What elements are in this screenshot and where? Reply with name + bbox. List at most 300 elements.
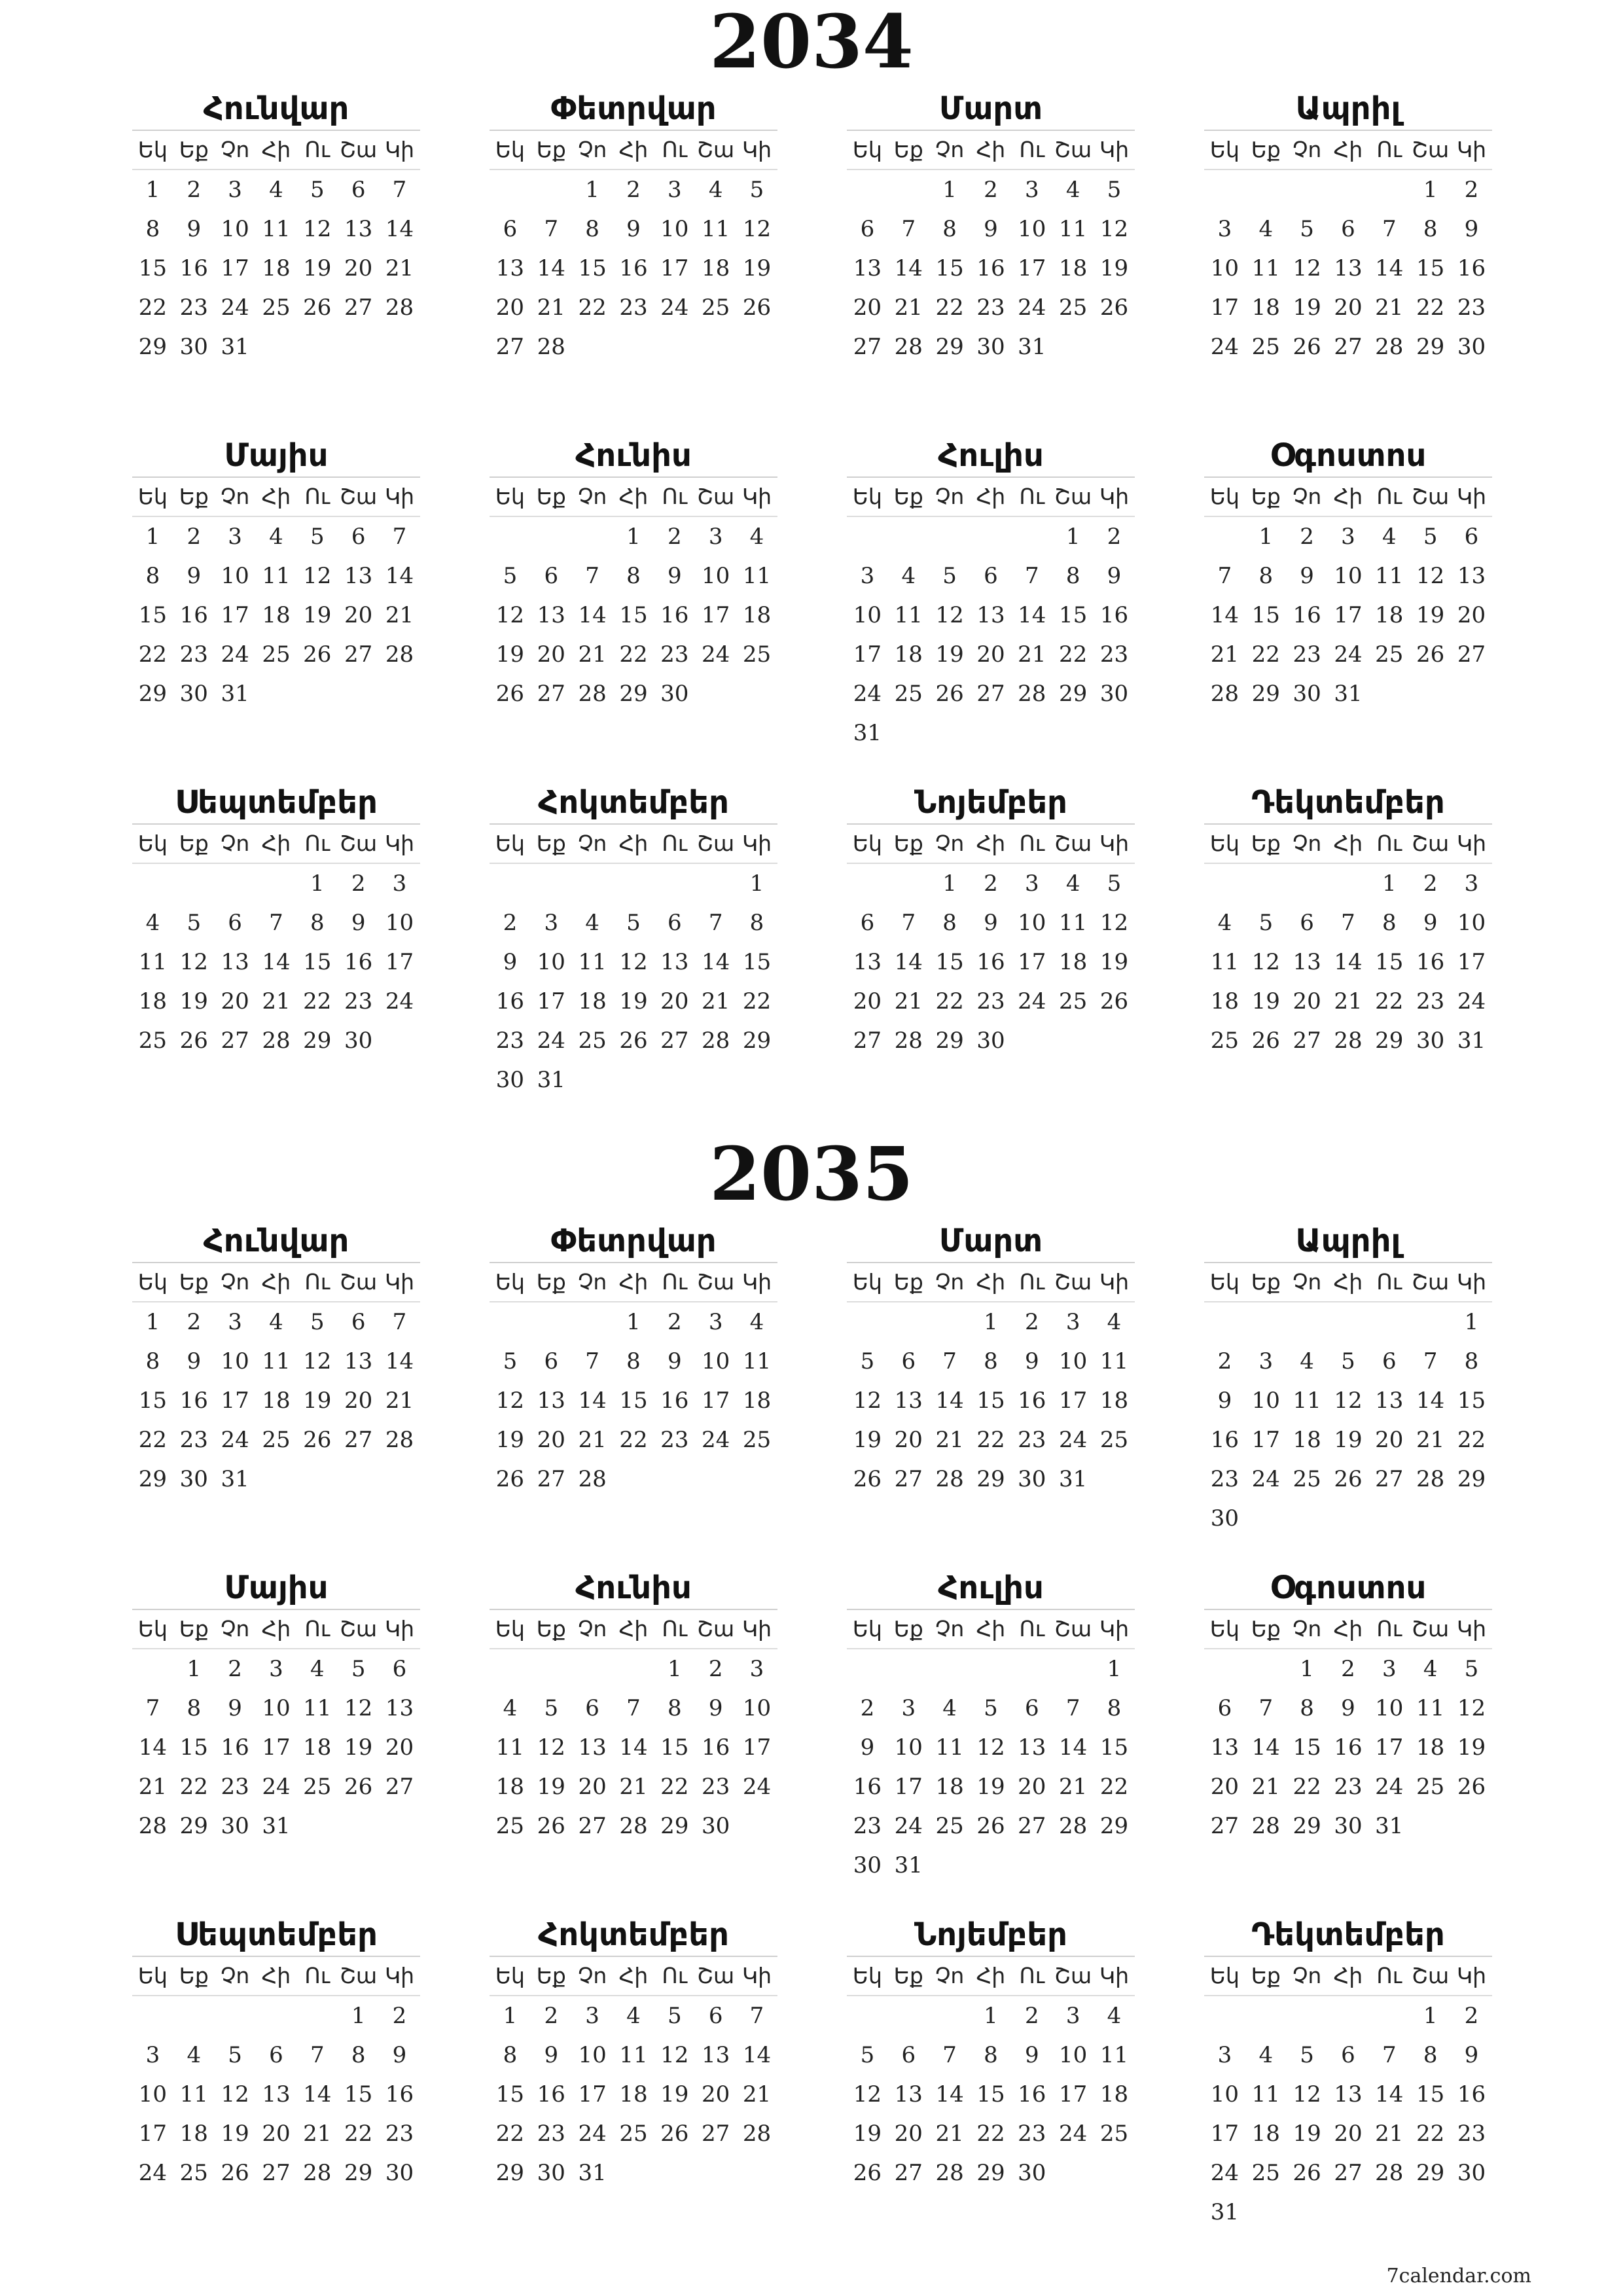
day-cell: 21 — [935, 2121, 964, 2147]
weekday-header — [847, 1610, 1135, 1649]
weekday-label: Ու — [662, 1963, 688, 1988]
weekday-label: Չո — [935, 1269, 965, 1295]
month-11 — [847, 781, 1135, 1060]
day-cell: 14 — [1018, 602, 1046, 628]
day-grid — [847, 170, 1135, 367]
day-cell: 12 — [853, 2081, 882, 2108]
weekday-header — [132, 1263, 420, 1302]
day-cell: 20 — [660, 988, 689, 1014]
day-cell: 27 — [495, 334, 525, 360]
day-cell: 1 — [942, 870, 957, 897]
day-cell: 15 — [1059, 602, 1088, 628]
weekday-header — [1204, 825, 1492, 864]
day-cell: 28 — [1334, 1028, 1363, 1054]
day-cell: 19 — [619, 988, 648, 1014]
weekday-label: Հի — [1333, 137, 1363, 162]
day-cell: 14 — [262, 949, 291, 975]
weekday-label: Չո — [577, 831, 607, 856]
day-cell: 16 — [1293, 602, 1321, 628]
day-cell: 21 — [385, 255, 414, 281]
day-cell: 7 — [1382, 2042, 1397, 2068]
day-cell: 16 — [1457, 2081, 1486, 2108]
day-cell: 14 — [385, 1348, 414, 1374]
day-cell: 20 — [385, 1734, 414, 1761]
day-cell: 19 — [742, 255, 772, 281]
day-cell: 7 — [269, 910, 283, 936]
day-cell: 30 — [1293, 681, 1321, 707]
day-blank — [888, 170, 929, 209]
day-cell: 11 — [742, 1348, 772, 1374]
day-cell: 23 — [976, 295, 1005, 321]
day-cell: 12 — [1251, 949, 1280, 975]
day-cell: 11 — [742, 563, 772, 589]
day-blank — [296, 1996, 338, 2036]
day-cell: 15 — [578, 255, 607, 281]
day-blank — [929, 517, 971, 556]
day-cell: 3 — [1341, 524, 1355, 550]
day-cell: 2 — [1464, 2003, 1479, 2029]
day-cell: 23 — [660, 641, 689, 668]
day-cell: 30 — [179, 681, 208, 707]
weekday-label: Չո — [935, 484, 965, 509]
day-blank — [1011, 517, 1052, 556]
month-name: Օգոստոս — [1204, 1567, 1492, 1610]
day-cell: 15 — [1293, 1734, 1321, 1761]
weekday-header — [490, 825, 777, 864]
day-cell: 18 — [578, 988, 607, 1014]
day-blank — [888, 1996, 929, 2036]
day-cell: 30 — [853, 1852, 882, 1878]
day-cell: 1 — [1065, 524, 1080, 550]
day-cell: 24 — [221, 295, 249, 321]
day-cell: 13 — [344, 216, 373, 242]
day-cell: 29 — [303, 1028, 332, 1054]
day-blank — [173, 1996, 215, 2036]
day-cell: 13 — [1457, 563, 1486, 589]
weekday-header — [1204, 131, 1492, 170]
day-cell: 30 — [179, 334, 208, 360]
day-cell: 26 — [742, 295, 772, 321]
day-cell: 6 — [901, 2042, 916, 2068]
day-cell: 5 — [1258, 910, 1274, 936]
day-cell: 20 — [221, 988, 249, 1014]
day-blank — [1204, 864, 1245, 903]
day-cell: 9 — [1300, 563, 1314, 589]
weekday-label: Եք — [179, 831, 209, 856]
weekday-label: Շա — [697, 1269, 735, 1295]
day-cell: 14 — [894, 949, 923, 975]
day-cell: 3 — [544, 910, 559, 936]
day-cell: 6 — [901, 1348, 916, 1374]
day-cell: 20 — [537, 1427, 565, 1453]
weekday-label: Եք — [536, 1963, 566, 1988]
weekday-label: Չո — [577, 484, 607, 509]
day-cell: 4 — [1217, 910, 1232, 936]
weekday-label: Եկ — [852, 1616, 882, 1641]
day-cell: 10 — [1210, 255, 1240, 281]
day-cell: 29 — [742, 1028, 772, 1054]
weekday-label: Եկ — [1209, 484, 1240, 509]
day-cell: 26 — [1251, 1028, 1280, 1054]
day-cell: 1 — [351, 2003, 366, 2029]
day-cell: 16 — [702, 1734, 730, 1761]
day-cell: 31 — [262, 1813, 291, 1839]
day-cell: 21 — [1416, 1427, 1445, 1453]
day-cell: 1 — [626, 524, 641, 550]
day-cell: 3 — [749, 1656, 764, 1682]
day-cell: 7 — [145, 1695, 160, 1721]
day-cell: 6 — [585, 1695, 599, 1721]
day-cell: 11 — [138, 949, 168, 975]
day-cell: 15 — [1416, 2081, 1445, 2108]
day-grid — [1204, 1996, 1492, 2232]
day-cell: 8 — [145, 563, 160, 589]
weekday-label: Կի — [1099, 484, 1130, 509]
day-cell: 2 — [544, 2003, 559, 2029]
day-cell: 1 — [626, 1309, 641, 1335]
day-cell: 31 — [853, 720, 882, 746]
day-cell: 2 — [667, 1309, 682, 1335]
day-cell: 23 — [495, 1028, 525, 1054]
day-cell: 16 — [660, 1388, 689, 1414]
day-cell: 13 — [578, 1734, 607, 1761]
day-cell: 22 — [1099, 1774, 1129, 1800]
day-cell: 16 — [853, 1774, 882, 1800]
day-cell: 6 — [1382, 1348, 1397, 1374]
day-blank — [490, 170, 531, 209]
day-cell: 21 — [578, 1427, 607, 1453]
weekday-label: Շա — [697, 484, 735, 509]
month-9 — [132, 1914, 420, 2193]
day-cell: 10 — [1018, 910, 1046, 936]
month-name: Ապրիլ — [1204, 1220, 1492, 1263]
day-cell: 26 — [179, 1028, 208, 1054]
day-cell: 16 — [1334, 1734, 1363, 1761]
day-cell: 23 — [1293, 641, 1321, 668]
day-cell: 31 — [1210, 2199, 1240, 2225]
site-credit: 7calendar.com — [1386, 2265, 1531, 2287]
day-cell: 24 — [1457, 988, 1486, 1014]
day-cell: 10 — [1210, 2081, 1240, 2108]
day-cell: 11 — [262, 1348, 291, 1374]
day-cell: 22 — [303, 988, 332, 1014]
day-cell: 30 — [385, 2160, 414, 2186]
month-3 — [847, 88, 1135, 367]
day-cell: 20 — [702, 2081, 730, 2108]
day-blank — [1328, 1302, 1369, 1342]
day-cell: 3 — [667, 177, 682, 203]
day-cell: 16 — [344, 949, 373, 975]
day-cell: 21 — [894, 295, 923, 321]
day-cell: 11 — [1416, 1695, 1445, 1721]
day-cell: 8 — [626, 563, 641, 589]
weekday-label: Ու — [1376, 831, 1402, 856]
day-cell: 16 — [660, 602, 689, 628]
day-cell: 7 — [392, 524, 407, 550]
day-cell: 5 — [1341, 1348, 1355, 1374]
day-cell: 28 — [1375, 2160, 1404, 2186]
day-blank — [132, 864, 173, 903]
day-grid — [132, 1649, 420, 1846]
day-cell: 15 — [1099, 1734, 1129, 1761]
day-cell: 2 — [1464, 177, 1479, 203]
day-cell: 25 — [179, 2160, 208, 2186]
month-11 — [847, 1914, 1135, 2193]
day-grid — [490, 1996, 777, 2193]
day-cell: 13 — [537, 602, 565, 628]
weekday-label: Եք — [179, 1269, 209, 1295]
day-cell: 11 — [1059, 216, 1088, 242]
day-cell: 2 — [708, 1656, 723, 1682]
day-cell: 23 — [537, 2121, 565, 2147]
day-cell: 27 — [537, 1466, 565, 1492]
day-cell: 14 — [578, 602, 607, 628]
day-cell: 19 — [303, 255, 332, 281]
day-cell: 15 — [619, 1388, 648, 1414]
day-cell: 7 — [392, 177, 407, 203]
weekday-label: Կի — [741, 1269, 772, 1295]
day-cell: 26 — [303, 1427, 332, 1453]
weekday-label: Ու — [1376, 1269, 1402, 1295]
day-cell: 31 — [1457, 1028, 1486, 1054]
weekday-label: Չո — [1292, 484, 1322, 509]
month-12 — [1204, 1914, 1492, 2232]
day-grid — [1204, 1302, 1492, 1538]
day-cell: 1 — [1423, 177, 1438, 203]
day-blank — [256, 864, 297, 903]
weekday-label: Եկ — [852, 484, 882, 509]
day-cell: 9 — [228, 1695, 242, 1721]
day-cell: 12 — [495, 1388, 525, 1414]
day-cell: 28 — [935, 1466, 964, 1492]
day-cell: 3 — [860, 563, 875, 589]
day-cell: 8 — [310, 910, 325, 936]
day-cell: 1 — [667, 1656, 682, 1682]
day-cell: 28 — [262, 1028, 291, 1054]
day-grid — [1204, 170, 1492, 367]
day-cell: 20 — [344, 602, 373, 628]
day-cell: 8 — [984, 2042, 998, 2068]
day-cell: 25 — [1293, 1466, 1321, 1492]
weekday-header — [1204, 1957, 1492, 1996]
weekday-header — [847, 131, 1135, 170]
weekday-label: Եկ — [495, 1963, 525, 1988]
day-blank — [1287, 170, 1328, 209]
day-cell: 22 — [1293, 1774, 1321, 1800]
day-cell: 8 — [942, 216, 957, 242]
weekday-label: Չո — [1292, 1963, 1322, 1988]
day-cell: 16 — [1018, 1388, 1046, 1414]
day-cell: 29 — [138, 681, 168, 707]
day-cell: 29 — [1416, 2160, 1445, 2186]
day-cell: 13 — [1210, 1734, 1240, 1761]
day-cell: 21 — [578, 641, 607, 668]
weekday-label: Հի — [618, 1269, 649, 1295]
day-cell: 15 — [976, 1388, 1005, 1414]
day-cell: 16 — [495, 988, 525, 1014]
day-cell: 18 — [935, 1774, 964, 1800]
weekday-label: Եկ — [495, 484, 525, 509]
day-grid — [490, 517, 777, 713]
weekday-label: Կի — [384, 831, 415, 856]
weekday-label: Եկ — [137, 1963, 168, 1988]
day-blank — [132, 1649, 173, 1689]
day-cell: 10 — [1251, 1388, 1280, 1414]
weekday-label: Շա — [340, 1616, 378, 1641]
day-cell: 27 — [1375, 1466, 1404, 1492]
weekday-header — [132, 1610, 420, 1649]
weekday-label: Կի — [1456, 1269, 1487, 1295]
day-cell: 27 — [660, 1028, 689, 1054]
day-cell: 21 — [1334, 988, 1363, 1014]
day-cell: 14 — [1375, 255, 1404, 281]
day-cell: 25 — [1375, 641, 1404, 668]
day-blank — [215, 864, 256, 903]
month-8 — [1204, 435, 1492, 713]
day-blank — [1245, 170, 1287, 209]
day-cell: 18 — [1059, 255, 1088, 281]
weekday-label: Հի — [618, 1616, 649, 1641]
day-cell: 10 — [702, 563, 730, 589]
day-cell: 29 — [1059, 681, 1088, 707]
day-cell: 21 — [742, 2081, 772, 2108]
day-cell: 3 — [585, 2003, 599, 2029]
day-cell: 13 — [660, 949, 689, 975]
day-blank — [888, 1302, 929, 1342]
day-cell: 10 — [702, 1348, 730, 1374]
day-cell: 11 — [262, 216, 291, 242]
month-name: Սեպտեմբեր — [132, 781, 420, 825]
day-cell: 23 — [1457, 2121, 1486, 2147]
day-cell: 22 — [976, 1427, 1005, 1453]
day-blank — [531, 170, 572, 209]
day-cell: 2 — [228, 1656, 242, 1682]
month-name: Դեկտեմբեր — [1204, 1914, 1492, 1957]
day-cell: 12 — [1293, 2081, 1321, 2108]
day-cell: 1 — [942, 177, 957, 203]
weekday-label: Հի — [1333, 1616, 1363, 1641]
day-cell: 7 — [1065, 1695, 1080, 1721]
day-cell: 22 — [1457, 1427, 1486, 1453]
weekday-label: Կի — [1099, 1616, 1130, 1641]
day-cell: 18 — [742, 1388, 772, 1414]
day-cell: 6 — [1464, 524, 1479, 550]
weekday-label: Եք — [1251, 831, 1281, 856]
day-cell: 12 — [1099, 216, 1129, 242]
weekday-label: Շա — [1412, 1269, 1450, 1295]
weekday-label: Եկ — [137, 831, 168, 856]
day-cell: 27 — [344, 641, 373, 668]
day-cell: 3 — [1065, 1309, 1080, 1335]
day-cell: 25 — [1251, 334, 1280, 360]
day-cell: 10 — [742, 1695, 772, 1721]
day-cell: 5 — [503, 563, 518, 589]
day-cell: 13 — [262, 2081, 291, 2108]
day-cell: 9 — [1217, 1388, 1232, 1414]
day-cell: 2 — [984, 177, 998, 203]
weekday-header — [847, 478, 1135, 517]
day-cell: 22 — [344, 2121, 373, 2147]
weekday-label: Կի — [741, 1963, 772, 1988]
day-cell: 3 — [392, 870, 407, 897]
day-cell: 4 — [310, 1656, 325, 1682]
weekday-label: Հի — [261, 137, 291, 162]
day-cell: 25 — [138, 1028, 168, 1054]
day-cell: 10 — [221, 216, 249, 242]
day-cell: 8 — [1107, 1695, 1122, 1721]
day-cell: 17 — [221, 255, 249, 281]
weekday-header — [132, 1957, 420, 1996]
weekday-label: Կի — [384, 1963, 415, 1988]
day-cell: 5 — [984, 1695, 998, 1721]
month-12 — [1204, 781, 1492, 1060]
day-cell: 22 — [660, 1774, 689, 1800]
day-blank — [1245, 1996, 1287, 2036]
day-cell: 16 — [1210, 1427, 1240, 1453]
day-cell: 9 — [1464, 216, 1479, 242]
day-cell: 24 — [221, 1427, 249, 1453]
day-cell: 5 — [1423, 524, 1438, 550]
day-cell: 17 — [1457, 949, 1486, 975]
day-cell: 24 — [385, 988, 414, 1014]
day-cell: 18 — [1251, 295, 1280, 321]
day-cell: 13 — [702, 2042, 730, 2068]
day-cell: 22 — [1375, 988, 1404, 1014]
day-cell: 26 — [495, 681, 525, 707]
weekday-label: Եք — [1251, 1616, 1281, 1641]
day-cell: 30 — [1457, 334, 1486, 360]
day-cell: 17 — [853, 641, 882, 668]
weekday-label: Չո — [935, 137, 965, 162]
day-cell: 15 — [303, 949, 332, 975]
day-grid — [847, 1649, 1135, 1885]
weekday-label: Եք — [1251, 137, 1281, 162]
day-cell: 26 — [619, 1028, 648, 1054]
weekday-label: Եկ — [495, 1269, 525, 1295]
weekday-label: Կի — [1456, 137, 1487, 162]
day-cell: 4 — [749, 1309, 764, 1335]
day-cell: 4 — [942, 1695, 957, 1721]
day-blank — [572, 864, 613, 903]
day-cell: 12 — [344, 1695, 373, 1721]
day-cell: 19 — [179, 988, 208, 1014]
weekday-label: Հի — [976, 831, 1006, 856]
day-cell: 7 — [626, 1695, 641, 1721]
day-cell: 26 — [344, 1774, 373, 1800]
day-cell: 11 — [1293, 1388, 1321, 1414]
day-cell: 30 — [1210, 1505, 1240, 1532]
day-cell: 7 — [1024, 563, 1039, 589]
day-cell: 27 — [702, 2121, 730, 2147]
weekday-label: Շա — [1054, 1269, 1092, 1295]
weekday-label: Շա — [340, 1269, 378, 1295]
weekday-label: Չո — [935, 1616, 965, 1641]
day-cell: 18 — [1375, 602, 1404, 628]
month-name: Փետրվար — [490, 1220, 777, 1263]
day-cell: 18 — [619, 2081, 648, 2108]
day-cell: 10 — [1059, 2042, 1088, 2068]
day-cell: 5 — [1107, 870, 1122, 897]
day-cell: 15 — [742, 949, 772, 975]
weekday-label: Եկ — [137, 137, 168, 162]
day-cell: 17 — [894, 1774, 923, 1800]
day-cell: 25 — [935, 1813, 964, 1839]
day-cell: 3 — [708, 524, 723, 550]
weekday-label: Եկ — [852, 1963, 882, 1988]
day-cell: 12 — [495, 602, 525, 628]
day-cell: 11 — [262, 563, 291, 589]
weekday-header — [132, 131, 420, 170]
